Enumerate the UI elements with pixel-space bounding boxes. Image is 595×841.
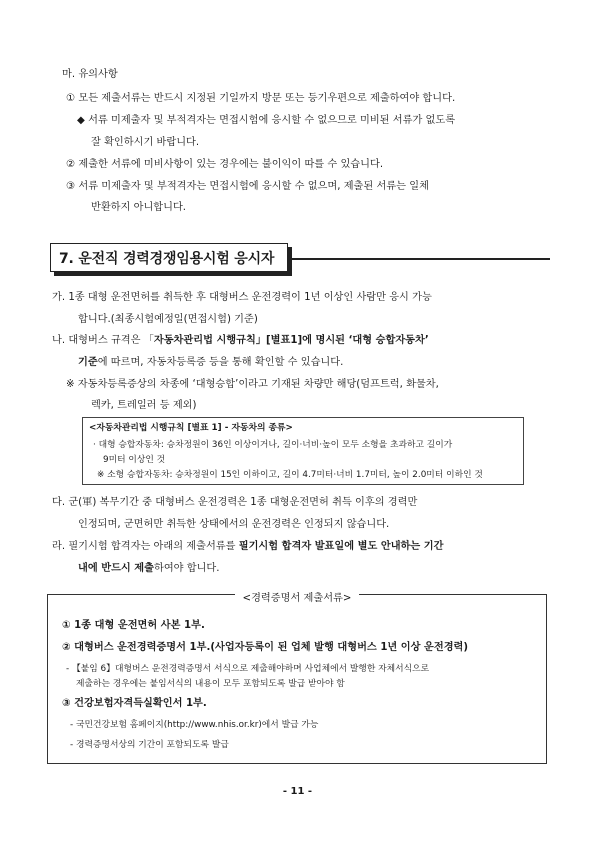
item-ra-bold: 필기시험 합격자 발표일에 별도 안내하는 기간 xyxy=(238,541,444,552)
caution-item-1: ① 모든 제출서류는 반드시 지정된 기일까지 방문 또는 등기우편으로 제출하여야 합니다. xyxy=(66,93,456,104)
item-ra-text: 라. 필기시험 합격자는 아래의 제출서류를 xyxy=(52,541,239,552)
item-ra-cont-text: 하여야 합니다. xyxy=(153,563,220,574)
caution-item-3-cont: 반환하지 아니합니다. xyxy=(91,202,187,213)
item-ra-cont xyxy=(78,562,220,576)
document-3-note-2: - 경력증명서상의 기간이 포함되도록 발급 xyxy=(70,740,229,750)
caution-item-1-sub-cont: 잘 확인하시기 바랍니다. xyxy=(91,137,200,148)
item-ga-cont: 합니다.(최종시험예정일(면접시험) 기준) xyxy=(78,314,258,325)
item-na-bold: 자동차관리법 시행규칙」[별표1]에 명시된 ‘대형 승합자동차’ xyxy=(153,335,429,346)
classification-small-bus: ※ 소형 승합자동차: 승차정원이 15인 이하이고, 길이 4.7미터·너비 1.7미터, 높이 2.0미터 이하인 것 xyxy=(97,470,483,480)
document-2-note-cont: 제출하는 경우에는 붙임서식의 내용이 모두 포함되도록 발급 받아야 함 xyxy=(76,679,345,689)
documents-box-caption: <경력증명서 제출서류> xyxy=(235,593,360,604)
required-documents-box xyxy=(47,594,547,764)
item-na-note: ※ 자동차등록증상의 차종에 ‘대형승합’이라고 기재된 차량만 해당(덤프트럭, 화물차, xyxy=(66,379,439,390)
item-na-note-cont: 렉카, 트레일러 등 제외) xyxy=(91,400,197,411)
vehicle-classification-box xyxy=(82,417,524,485)
document-2: ② 대형버스 운전경력증명서 1부.(사업자등록이 된 업체 발행 대형버스 1년 이상 운전경력) xyxy=(62,642,469,653)
document-3-note-1: - 국민건강보험 홈페이지(http://www.nhis.or.kr)에서 발급 가능 xyxy=(70,720,319,730)
document-2-note: - 【붙임 6】대형버스 운전경력증명서 서식으로 제출해야하며 사업체에서 발행한 자체서식으로 xyxy=(66,664,430,674)
classification-box-title: <자동차관리법 시행규칙 [별표 1] - 자동차의 종류> xyxy=(89,423,293,433)
item-ra-cont-bold: 내에 반드시 제출 xyxy=(78,563,154,574)
item-ga: 가. 1종 대형 운전면허를 취득한 후 대형버스 운전경력이 1년 이상인 사람만 응시 가능 xyxy=(52,292,432,303)
section-ma-heading: 마. 유의사항 xyxy=(62,69,118,80)
page-number: - 11 - xyxy=(282,786,313,797)
section-7-title-box xyxy=(50,243,288,272)
caution-item-2: ② 제출한 서류에 미비사항이 있는 경우에는 불이익이 따를 수 있습니다. xyxy=(66,159,384,170)
caution-item-1-sub: ◆ 서류 미제출자 및 부적격자는 면접시험에 응시할 수 없으므로 미비된 서류가 없도록 xyxy=(77,115,456,126)
item-da: 다. 군(軍) 복무기간 중 대형버스 운전경력은 1종 대형운전면허 취득 이후의 경력만 xyxy=(52,497,418,508)
item-na xyxy=(52,334,429,348)
item-na-text: 나. 대형버스 규격은 「 xyxy=(52,335,154,346)
documents-box-caption-wrap xyxy=(48,586,546,605)
document-3: ③ 건강보험자격득실확인서 1부. xyxy=(62,698,207,709)
classification-large-bus: · 대형 승합자동차: 승차정원이 36인 이상이거나, 길이·너비·높이 모두 소형을 초과하고 길이가 xyxy=(93,440,453,450)
caution-item-3: ③ 서류 미제출자 및 부적격자는 면접시험에 응시할 수 없으며, 제출된 서류는 일체 xyxy=(66,181,429,192)
item-na-cont xyxy=(78,356,343,370)
classification-large-bus-cont: 9미터 이상인 것 xyxy=(103,455,166,465)
item-na-cont-bold: 기준 xyxy=(78,357,98,368)
item-na-cont-text: 에 따르며, 자동차등록증 등을 통해 확인할 수 있습니다. xyxy=(97,357,344,368)
document-1: ① 1종 대형 운전면허 사본 1부. xyxy=(62,620,205,631)
item-da-cont: 인정되며, 군면허만 취득한 상태에서의 운전경력은 인정되지 않습니다. xyxy=(78,519,390,530)
item-ra xyxy=(52,540,443,554)
section-7-title: 7. 운전직 경력경쟁임용시험 응시자 xyxy=(59,250,275,267)
